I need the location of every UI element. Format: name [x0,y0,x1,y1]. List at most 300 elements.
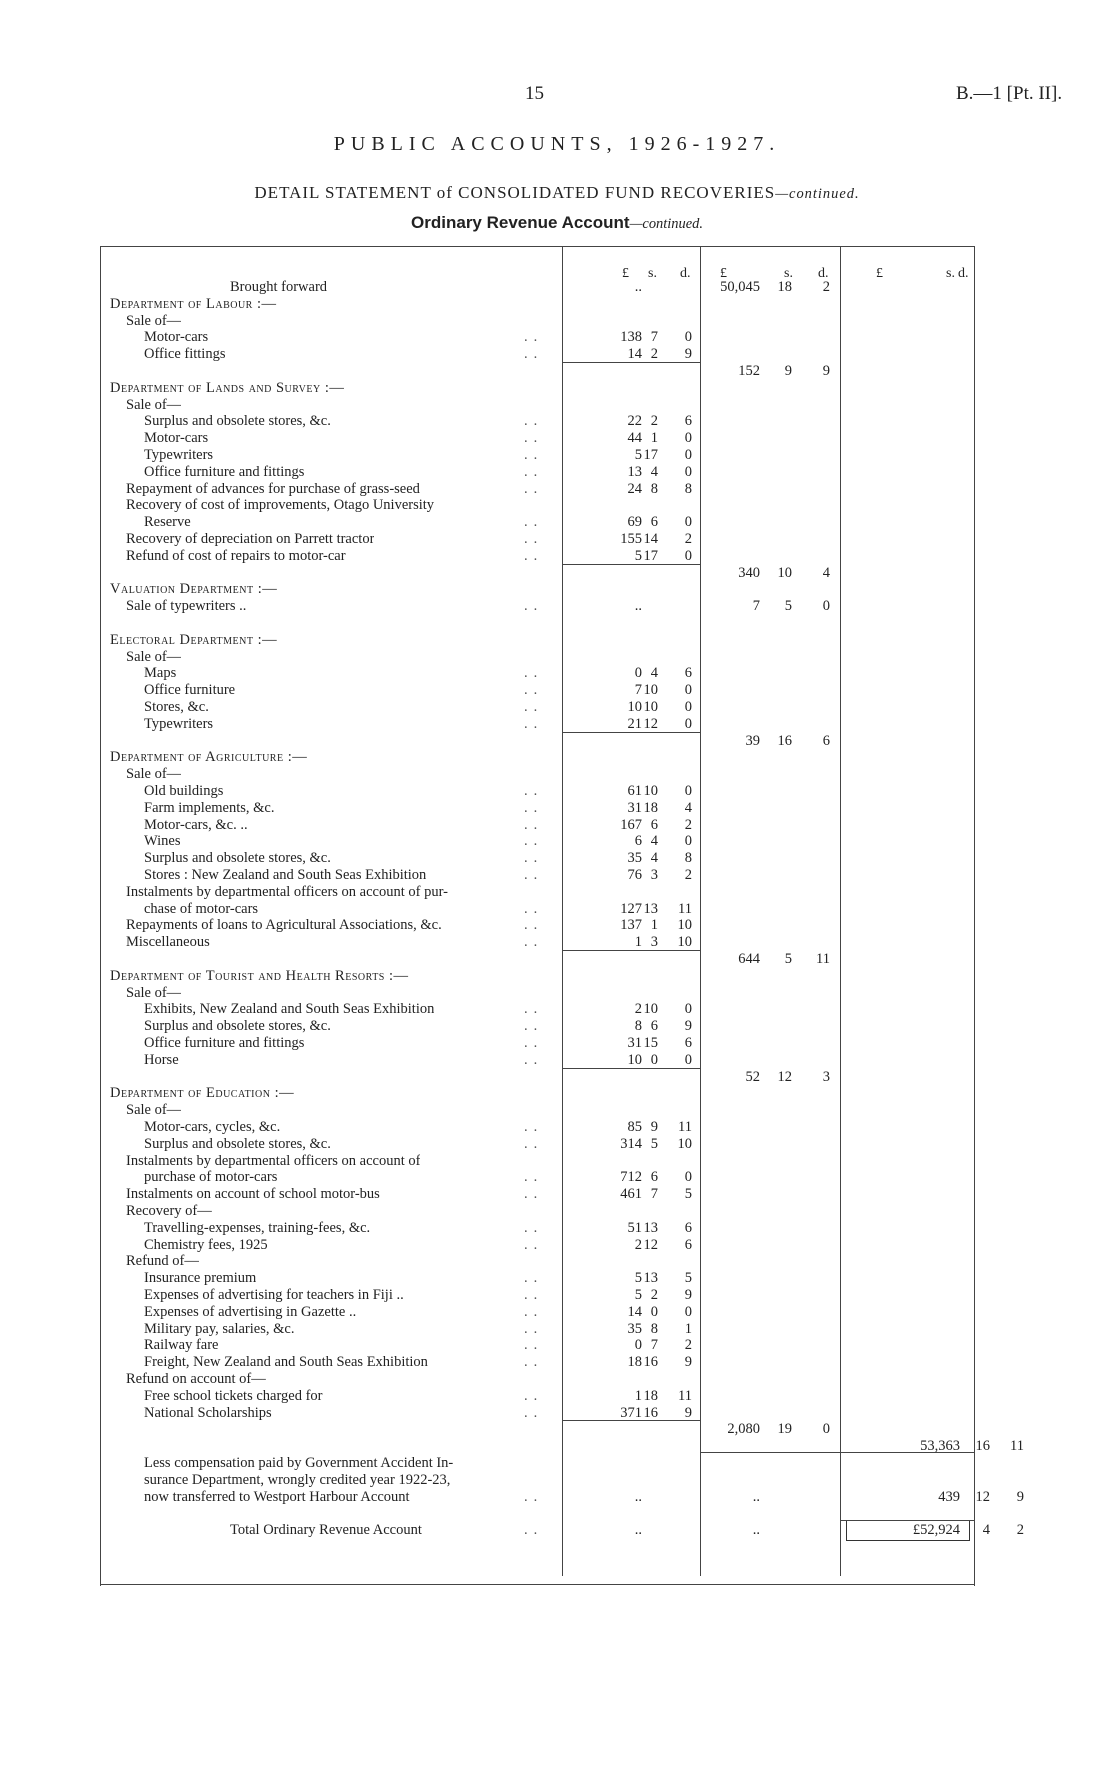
c1-pence: 2 [684,816,692,833]
table-row [0,481,1114,498]
table-top-rule [100,246,975,247]
table-row [0,1237,1114,1254]
leader-dots: .. [524,699,544,715]
c1-pounds: 0 [634,665,642,682]
c1-pence: 8 [684,480,692,497]
table-row [0,968,1114,985]
row-label: Sale of typewriters .. [126,598,247,615]
c1-shillings: 4 [650,850,658,867]
table-row [0,464,1114,481]
leader-dots: .. [524,783,544,799]
table-row [0,581,1114,598]
c1-shillings: 3 [650,934,658,951]
c1-pence: 10 [677,917,692,934]
c2-pence: 2 [822,279,830,295]
column-header-1-pence: d. [680,266,691,281]
table-row [0,766,1114,783]
leader-dots: .. [524,1320,544,1337]
column-header-1-shillings: s. [648,266,657,281]
row-label: Freight, New Zealand and South Seas Exhibition [144,1354,428,1371]
c1-pence: 11 [678,1387,692,1404]
c1-pounds: 155 [620,531,642,547]
c3-pence: 2 [1016,1522,1024,1539]
c1-shillings: 12 [643,715,658,732]
row-label: Typewriters [144,447,214,463]
c1-pounds: 61 [627,783,642,799]
table-row [0,985,1114,1002]
c1-pence: 0 [684,1169,692,1186]
row-label: Sale of— [126,396,182,413]
table-row [0,514,1114,531]
row-label: Brought forward [230,279,328,295]
leader-dots: .. [524,463,544,480]
table-row [0,1186,1114,1203]
c1-pence: 9 [684,1287,692,1303]
table-row [0,682,1114,699]
c1-pounds: 0 [634,1337,642,1354]
leader-dots: .. [524,1522,544,1539]
row-label: Travelling-expenses, training-fees, &c. [144,1219,371,1236]
page-title: PUBLIC ACCOUNTS, 1926-1927. [333,133,781,155]
c1-shillings: 10 [643,1001,658,1018]
leader-dots: .. [524,715,544,732]
c1-shillings: 15 [643,1035,658,1051]
c1-shillings: 17 [643,547,658,564]
table-row [0,1455,1114,1472]
c1-pounds: 138 [620,329,642,346]
c1-pounds: 85 [627,1119,642,1135]
leader-dots: .. [524,934,544,951]
c1-pounds: .. [634,1522,642,1539]
c1-pounds: .. [634,598,642,615]
c2-shillings: 10 [777,564,792,581]
table-row [0,346,1114,363]
table-row [0,1136,1114,1153]
c1-pence: 0 [684,447,692,463]
c2-shillings: 9 [784,363,792,379]
c2-pounds: 7 [752,598,760,615]
account-heading [0,213,1114,233]
table-row [0,1052,1114,1069]
c1-pence: 0 [684,715,692,732]
table-row [0,447,1114,464]
table-row [0,1354,1114,1371]
table-row [0,1220,1114,1237]
c1-pounds: 22 [627,413,642,430]
c1-pence: 0 [684,463,692,480]
row-label: Sale of— [126,1102,182,1119]
row-label: Farm implements, &c. [144,799,275,816]
c2-shillings: 16 [777,732,792,749]
c2-shillings: 19 [777,1421,792,1438]
c1-pounds: 5 [634,447,642,463]
subtotal-rule [562,1068,700,1069]
row-label: Motor-cars, cycles, &c. [144,1119,281,1135]
c1-pence: 1 [684,1320,692,1337]
table-row [0,1035,1114,1052]
c1-pounds: 6 [634,833,642,850]
row-label: Office fittings [144,346,226,363]
c1-pounds: 35 [627,850,642,867]
table-row [0,867,1114,884]
table-row [0,1119,1114,1136]
c2-pence: 6 [822,732,830,749]
c1-shillings: 7 [650,329,658,346]
row-label: Total Ordinary Revenue Account [230,1522,422,1539]
row-label: Department of Agriculture :— [110,749,308,766]
subtotal-rule [562,950,700,951]
table-row [0,363,1114,380]
c1-shillings: 2 [650,1287,658,1303]
table-row [0,1085,1114,1102]
leader-dots: .. [524,799,544,816]
row-label: Recovery of cost of improvements, Otago University [126,497,435,514]
c1-pence: 6 [684,1219,692,1236]
table-row [0,665,1114,682]
subtotal-rule [562,732,700,733]
table-row [0,1203,1114,1220]
leader-dots: .. [524,1270,544,1287]
c1-shillings: 6 [650,816,658,833]
subtitle-text: DETAIL STATEMENT of CONSOLIDATED FUND RECOVERIES [254,183,776,202]
leader-dots: .. [524,1354,544,1371]
c2-pounds: 644 [738,951,760,967]
table-row [0,951,1114,968]
row-label: Sale of— [126,312,182,329]
table-row [0,850,1114,867]
c1-shillings: 4 [650,463,658,480]
c1-shillings: 7 [650,1186,658,1203]
total-rule [700,1452,974,1453]
c1-pence: 0 [684,1051,692,1068]
c2-pence: 3 [822,1068,830,1085]
column-header-3-shillings: s. [946,266,955,281]
c1-shillings: 9 [650,1119,658,1135]
c1-shillings: 12 [643,1236,658,1253]
table-row [0,901,1114,918]
c2-pence: 11 [816,951,830,967]
table-row [0,329,1114,346]
c1-pounds: 13 [627,463,642,480]
table-row [0,1270,1114,1287]
c1-pence: 9 [684,1354,692,1371]
c1-shillings: 18 [643,1387,658,1404]
leader-dots: .. [524,1287,544,1303]
table-row [0,649,1114,666]
leader-dots: .. [524,413,544,430]
c2-pounds: 340 [738,564,760,581]
table-row [0,1337,1114,1354]
c1-shillings: 0 [650,1303,658,1320]
c1-shillings: 1 [650,430,658,447]
table-bottom-rule [100,1584,975,1585]
table-row [0,1489,1114,1506]
table-row [0,1321,1114,1338]
row-label: Wines [144,833,181,850]
c1-shillings: 16 [643,1354,658,1371]
c1-pounds: 10 [627,699,642,715]
leader-dots: .. [524,1119,544,1135]
c3-shillings: 4 [982,1522,990,1539]
c1-pence: 6 [684,1035,692,1051]
table-row [0,1421,1114,1438]
c1-pence: 2 [684,867,692,883]
c1-shillings: 2 [650,346,658,363]
c1-pounds: 76 [627,867,642,883]
c1-pounds: 14 [627,346,642,363]
c1-pounds: 5 [634,1287,642,1303]
c1-pounds: 314 [620,1135,642,1152]
row-label: Department of Labour :— [110,295,277,312]
c2-shillings: 18 [777,279,792,295]
row-label: purchase of motor-cars [144,1169,278,1186]
table-row [0,699,1114,716]
table-row [0,1287,1114,1304]
c1-shillings: 4 [650,833,658,850]
table-row [0,497,1114,514]
row-label: Surplus and obsolete stores, &c. [144,850,331,867]
c1-pounds: 24 [627,480,642,497]
table-row [0,1405,1114,1422]
row-label: Motor-cars, &c. .. [144,816,248,833]
c1-shillings: 13 [643,1219,658,1236]
c1-pence: 6 [684,413,692,430]
c3-shillings: 16 [975,1438,990,1455]
leader-dots: .. [524,531,544,547]
c1-shillings: 3 [650,867,658,883]
c1-pence: 10 [677,934,692,951]
table-row [0,632,1114,649]
row-label: Motor-cars [144,430,209,447]
table-row [0,1371,1114,1388]
table-row [0,917,1114,934]
table-row [0,279,1114,296]
table-row [0,817,1114,834]
table-row [0,1253,1114,1270]
leader-dots: .. [524,1404,544,1421]
leader-dots: .. [524,1337,544,1354]
c1-pence: 8 [684,850,692,867]
row-label: Chemistry fees, 1925 [144,1236,268,1253]
c2-shillings: 5 [784,598,792,615]
table-row [0,733,1114,750]
leader-dots: .. [524,833,544,850]
c1-pence: 0 [684,514,692,531]
c1-shillings: 1 [650,917,658,934]
row-label: Refund on account of— [126,1371,266,1387]
c2-pounds: .. [752,1488,760,1505]
c1-pounds: 5 [634,1270,642,1287]
c1-pounds: 31 [627,1035,642,1051]
c2-pounds: 2,080 [727,1421,760,1438]
c1-pence: 6 [684,665,692,682]
leader-dots: .. [524,1488,544,1505]
leader-dots: .. [524,1303,544,1320]
c2-shillings: 12 [777,1068,792,1085]
row-label: Office furniture [144,682,236,699]
table-row [0,430,1114,447]
leader-dots: .. [524,1051,544,1068]
row-label: Instalments by departmental officers on account of [126,1152,421,1169]
c1-pounds: 1 [634,934,642,951]
c1-shillings: 2 [650,413,658,430]
c1-shillings: 13 [643,900,658,917]
row-label: Sale of— [126,648,182,665]
column-header-2-pence: d. [818,266,829,281]
table-row [0,1153,1114,1170]
c1-pounds: 69 [627,514,642,531]
c1-pounds: 14 [627,1303,642,1320]
column-header-2-pounds: £ [720,266,727,281]
c1-pounds: 10 [627,1051,642,1068]
c1-pence: 9 [684,1018,692,1035]
table-row [0,749,1114,766]
row-label: Instalments by departmental officers on account of pur- [126,883,448,900]
table-row [0,884,1114,901]
row-label: Surplus and obsolete stores, &c. [144,1135,331,1152]
c1-pounds: 167 [620,816,642,833]
c1-shillings: 5 [650,1135,658,1152]
leader-dots: .. [524,816,544,833]
table-row [0,313,1114,330]
row-label: Sale of— [126,766,182,783]
c1-shillings: 8 [650,1320,658,1337]
c1-shillings: 0 [650,1051,658,1068]
leader-dots: .. [524,1236,544,1253]
table-row [0,1018,1114,1035]
c1-shillings: 8 [650,480,658,497]
c3-pence: 11 [1010,1438,1024,1455]
c1-pence: 0 [684,1303,692,1320]
table-row [0,548,1114,565]
leader-dots: .. [524,346,544,363]
row-label: Valuation Department :— [110,581,278,598]
leader-dots: .. [524,480,544,497]
c1-pence: 10 [677,1135,692,1152]
row-label: Miscellaneous [126,934,210,951]
table-row [0,598,1114,615]
table-row [0,1304,1114,1321]
c1-shillings: 14 [643,531,658,547]
c1-pounds: .. [634,1488,642,1505]
row-label: Recovery of depreciation on Parrett tractor [126,531,375,547]
row-label: Stores, &c. [144,699,209,715]
row-label: Refund of cost of repairs to motor-car [126,547,346,564]
c1-pence: 0 [684,547,692,564]
c1-pounds: 35 [627,1320,642,1337]
leader-dots: .. [524,1387,544,1404]
c1-pence: 0 [684,430,692,447]
row-label: Exhibits, New Zealand and South Seas Exhibition [144,1001,435,1018]
column-header-3-pounds: £ [876,266,883,281]
c2-pence: 4 [822,564,830,581]
leader-dots: .. [524,665,544,682]
row-label: Maps [144,665,177,682]
subtotal-rule [562,362,700,363]
leader-dots: .. [524,547,544,564]
subtitle-suffix: —continued. [775,186,860,202]
leader-dots: .. [524,682,544,699]
net-rule [840,1520,974,1521]
c1-shillings: 10 [643,699,658,715]
c1-pounds: 44 [627,430,642,447]
row-label: Department of Lands and Survey :— [110,379,345,396]
c1-pounds: 8 [634,1018,642,1035]
table-row [0,800,1114,817]
row-label: chase of motor-cars [144,900,259,917]
c1-pounds: 712 [620,1169,642,1186]
table-row [0,565,1114,582]
row-label: Office furniture and fittings [144,463,305,480]
table-row [0,397,1114,414]
table-row [0,413,1114,430]
table-row [0,1388,1114,1405]
leader-dots: .. [524,1018,544,1035]
row-label: Refund of— [126,1253,199,1270]
subtotal-rule [562,564,700,565]
c2-pence: 9 [822,363,830,379]
leader-dots: .. [524,514,544,531]
table-row [0,1472,1114,1489]
leader-dots: .. [524,850,544,867]
row-label: Electoral Department :— [110,631,278,648]
c3-pounds: 439 [938,1488,960,1505]
leader-dots: .. [524,430,544,447]
leader-dots: .. [524,900,544,917]
row-label: Repayments of loans to Agricultural Associations, &c. [126,917,442,934]
row-label: surance Department, wrongly credited year 1922-23, [144,1471,451,1488]
c1-pounds: 371 [620,1404,642,1421]
row-label: Recovery of— [126,1203,212,1219]
row-label: Repayment of advances for purchase of grass-seed [126,480,420,497]
row-label: Military pay, salaries, &c. [144,1320,295,1337]
c1-pence: 0 [684,329,692,346]
c2-pounds: 50,045 [720,279,760,295]
c1-pence: 0 [684,783,692,799]
c1-pounds: .. [634,279,642,295]
leader-dots: .. [524,1035,544,1051]
row-label: Horse [144,1051,179,1068]
leader-dots: .. [524,1186,544,1203]
c2-pence: 0 [822,1421,830,1438]
c2-pounds: 52 [745,1068,760,1085]
c1-pounds: 7 [634,682,642,699]
leader-dots: .. [524,1169,544,1186]
c1-pence: 0 [684,1001,692,1018]
leader-dots: .. [524,598,544,615]
row-label: Old buildings [144,783,224,799]
table-row [0,296,1114,313]
c1-pence: 5 [684,1186,692,1203]
c1-pounds: 31 [627,799,642,816]
row-label: Instalments on account of school motor-bus [126,1186,380,1203]
row-label: Railway fare [144,1337,219,1354]
row-label: Insurance premium [144,1270,257,1287]
row-label: Department of Education :— [110,1085,295,1102]
row-label: Surplus and obsolete stores, &c. [144,413,331,430]
table-row [0,783,1114,800]
c1-pounds: 18 [627,1354,642,1371]
c1-shillings: 10 [643,682,658,699]
c1-shillings: 6 [650,1018,658,1035]
row-label: Office furniture and fittings [144,1035,305,1051]
leader-dots: .. [524,917,544,934]
row-label: Reserve [144,514,191,531]
table-row [0,380,1114,397]
row-label: Motor-cars [144,329,209,346]
row-label: Sale of— [126,984,182,1001]
table-row [0,1169,1114,1186]
